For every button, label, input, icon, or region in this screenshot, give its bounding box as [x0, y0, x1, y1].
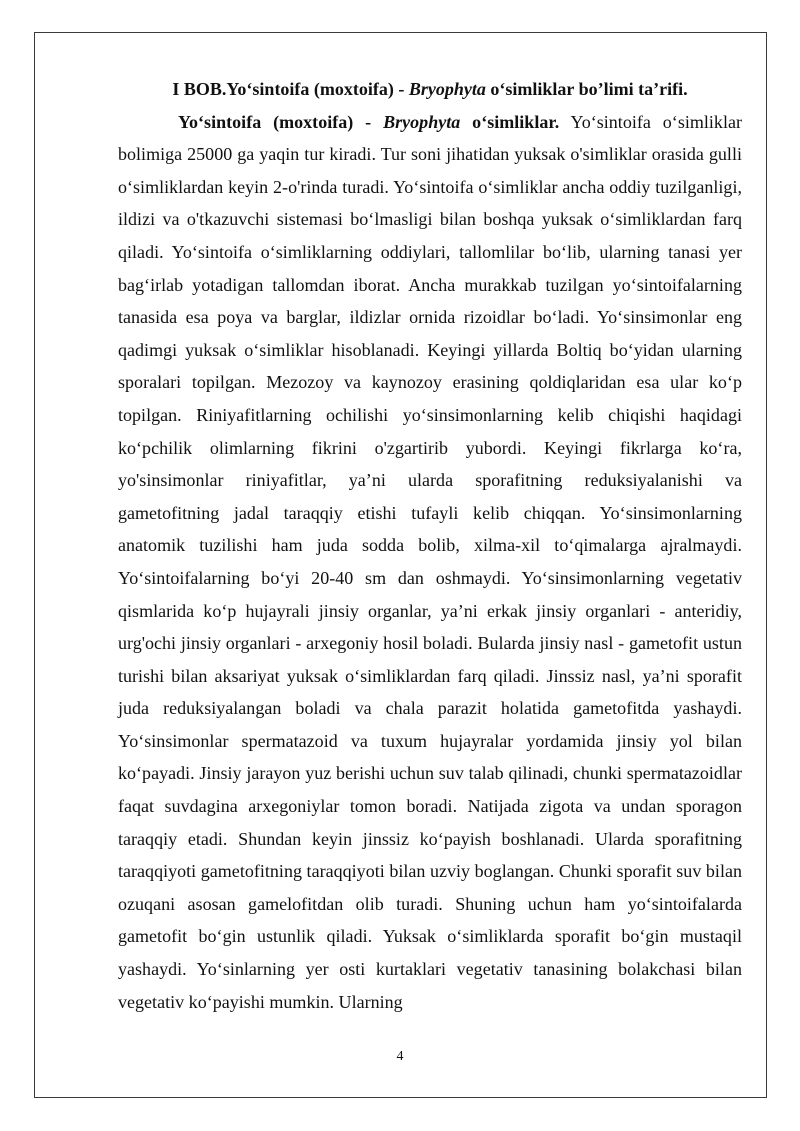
page-number: 4 — [396, 1049, 404, 1064]
paragraph-lead — [178, 112, 559, 132]
heading-taxon: Bryophyta — [408, 79, 486, 99]
heading-prefix: I BOB.Yo‘sintoifa (moxtoifa) - — [172, 79, 409, 99]
heading-suffix: o‘simliklar bo’limi ta’rifi. — [485, 79, 688, 99]
lead-suffix: o‘simliklar. — [460, 111, 560, 132]
paragraph-body: Yo‘sintoifa o‘simliklar bolimiga 25000 ga yaqin tur kiradi. Tur soni jihatidan yuksak o'simliklar orasida gulli o‘simliklardan keyin 2-o'rinda turadi. Yo‘sintoifa o‘simliklar ancha oddiy tuzilganligi, ildizi va o'tkazuvchi sistemasi bo‘lmasligi bilan boshqa yuksak o‘simliklardan farq qiladi. Yo‘sintoifa o‘simliklarning oddiylari, tallomlilar bo‘lib, ularning tanasi yer bag‘irlab yotadigan tallomdan iborat. Ancha murakkab tuzilgan yo‘sintoifalarning tanasida esa poya va barglar, ildizlar ornida rizoidlar bo‘ladi. Yo‘sinsimonlar eng qadimgi yuksak o‘simliklar hisoblanadi. Keyingi yillarda Boltiq bo‘yidan ularning sporalari topilgan. Mezozoy va kaynozoy erasining qoldiqlaridan esa ular ko‘p topilgan. Riniyafitlarning ochilishi yo‘sinsimonlarning kelib chiqishi haqidagi ko‘pchilik olimlarning fikrini o'zgartirib yubordi. Keyingi fikrlarga ko‘ra, yo'sinsimonlar riniyafitlar, ya’ni ularda sporafitning reduksiyalanishi va gametofitning jadal taraqqiy etishi tufayli kelib chiqqan. Yo‘sinsimonlarning anatomik tuzilishi ham juda sodda bolib, xilma-xil to‘qimalarga ajralmaydi. Yo‘sintoifalarning bo‘yi 20-40 sm dan oshmaydi. Yo‘sinsimonlarning vegetativ qismlarida ko‘p hujayrali jinsiy organlar, ya’ni erkak jinsiy organlari - anteridiy, urg'ochi jinsiy organlari - arxegoniy hosil boladi. Bularda jinsiy nasl - gametofit ustun turishi bilan aksariyat yuksak o‘simliklardan farq qiladi. Jinssiz nasl, ya’ni sporafit juda reduksiyalangan boladi va chala parazit holatida gametofitda yashaydi. Yo‘sinsimonlar spermatazoid va tuxum hujayralar yordamida jinsiy yol bilan ko‘payadi. Jinsiy jarayon yuz berishi uchun suv talab qilinadi, chunki spermatazoidlar faqat suvdagina arxegoniylar tomon boradi. Natijada zigota va undan sporagon taraqqiy etadi. Shundan keyin jinssiz ko‘payish boshlanadi. Ularda sporafitning taraqqiyoti gametofitning taraqqiyoti bilan uzviy boglangan. Chunki sporafit suv bilan ozuqani asosan gamelofitdan olib turadi. Shuning uchun ham yo‘sintoifalarda gametofit bo‘gin ustunlik qiladi. Yuksak o‘simliklarda sporafit bo‘gin mustaqil yashaydi. Yo‘sinlarning yer osti kurtaklari vegetativ tanasining bolakchasi bilan vegetativ ko‘payishi mumkin. Ularning — [118, 111, 742, 1012]
lead-prefix: Yo‘sintoifa (moxtoifa) - — [178, 111, 384, 132]
chapter-heading — [118, 73, 742, 106]
page-content — [118, 73, 742, 1018]
lead-taxon: Bryophyta — [383, 111, 461, 132]
body-paragraph — [118, 106, 742, 1019]
